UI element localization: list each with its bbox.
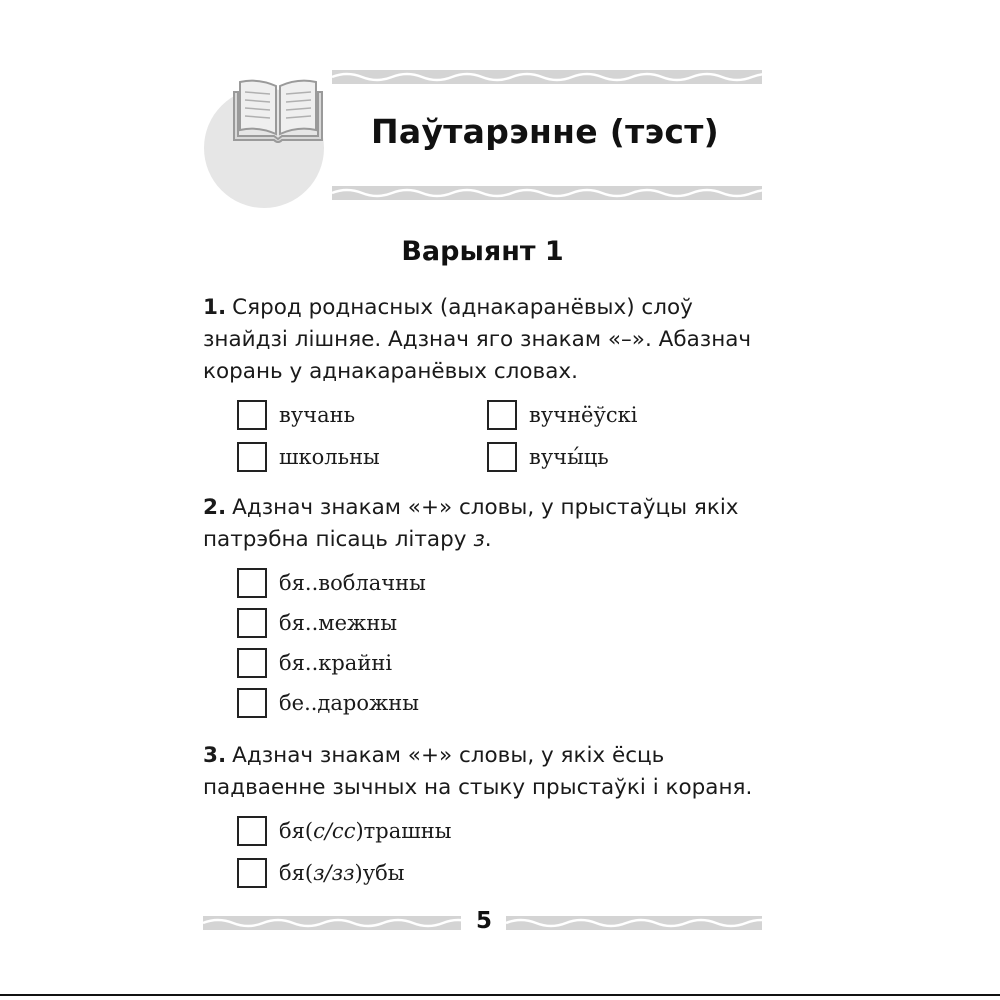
question-text-end: . [484,527,492,552]
option-label: вучы́ць [529,445,609,469]
option-label: вучань [279,403,356,427]
option-label: бе..дарожны [279,691,419,715]
question-number: 3. [203,743,227,768]
checkbox[interactable] [237,648,267,678]
page-number: 5 [475,908,492,934]
question-text: Сярод роднасных (аднакаранёвых) слоў знайдзі лішняе. Адзнач яго знакам «–». Абазнач корань у аднакаранёвых словах. [203,295,752,384]
checkbox[interactable] [237,442,267,472]
question-number: 1. [203,295,227,320]
checkbox[interactable] [237,688,267,718]
footer-wave-left [203,916,461,930]
open-book-icon [230,74,326,150]
question-text: Адзнач знакам «+» словы, у прыстаўцы якіх патрэбна пісаць літару [203,495,739,552]
option-label: бя..воблачны [279,571,426,595]
q2-option-2[interactable] [237,606,397,640]
option-label: вучнёўскі [529,403,638,427]
option-label: бя(з/зз)убы [279,861,405,885]
question-number: 2. [203,495,227,520]
variant-heading: Варыянт 1 [401,236,564,267]
option-label: школьны [279,445,380,469]
q2-option-4[interactable] [237,686,419,720]
question-text: Адзнач знакам «+» словы, у якіх ёсць падваенне зычных на стыку прыстаўкі і кораня. [203,743,753,800]
option-label: бя..крайні [279,651,393,675]
question-letter: з [473,527,485,552]
checkbox[interactable] [237,400,267,430]
option-label: бя..межны [279,611,398,635]
q1-option-3[interactable] [237,440,380,474]
checkbox[interactable] [237,568,267,598]
option-label: бя(с/сс)трашны [279,819,452,843]
footer-wave-right [506,916,762,930]
bottom-wave-border [332,186,762,200]
checkbox[interactable] [487,442,517,472]
question-2 [203,492,763,556]
q3-option-1[interactable] [237,814,451,848]
checkbox[interactable] [487,400,517,430]
q2-option-3[interactable] [237,646,392,680]
checkbox[interactable] [237,858,267,888]
page-bottom-border [0,994,1000,996]
q1-option-1[interactable] [237,398,355,432]
q2-option-1[interactable] [237,566,426,600]
question-3 [203,740,763,804]
q1-option-4[interactable] [487,440,609,474]
top-wave-border [332,70,762,84]
checkbox[interactable] [237,608,267,638]
q3-option-2[interactable] [237,856,404,890]
page-title: Паўтарэнне (тэст) [370,112,720,151]
question-1 [203,292,763,388]
q1-option-2[interactable] [487,398,637,432]
checkbox[interactable] [237,816,267,846]
